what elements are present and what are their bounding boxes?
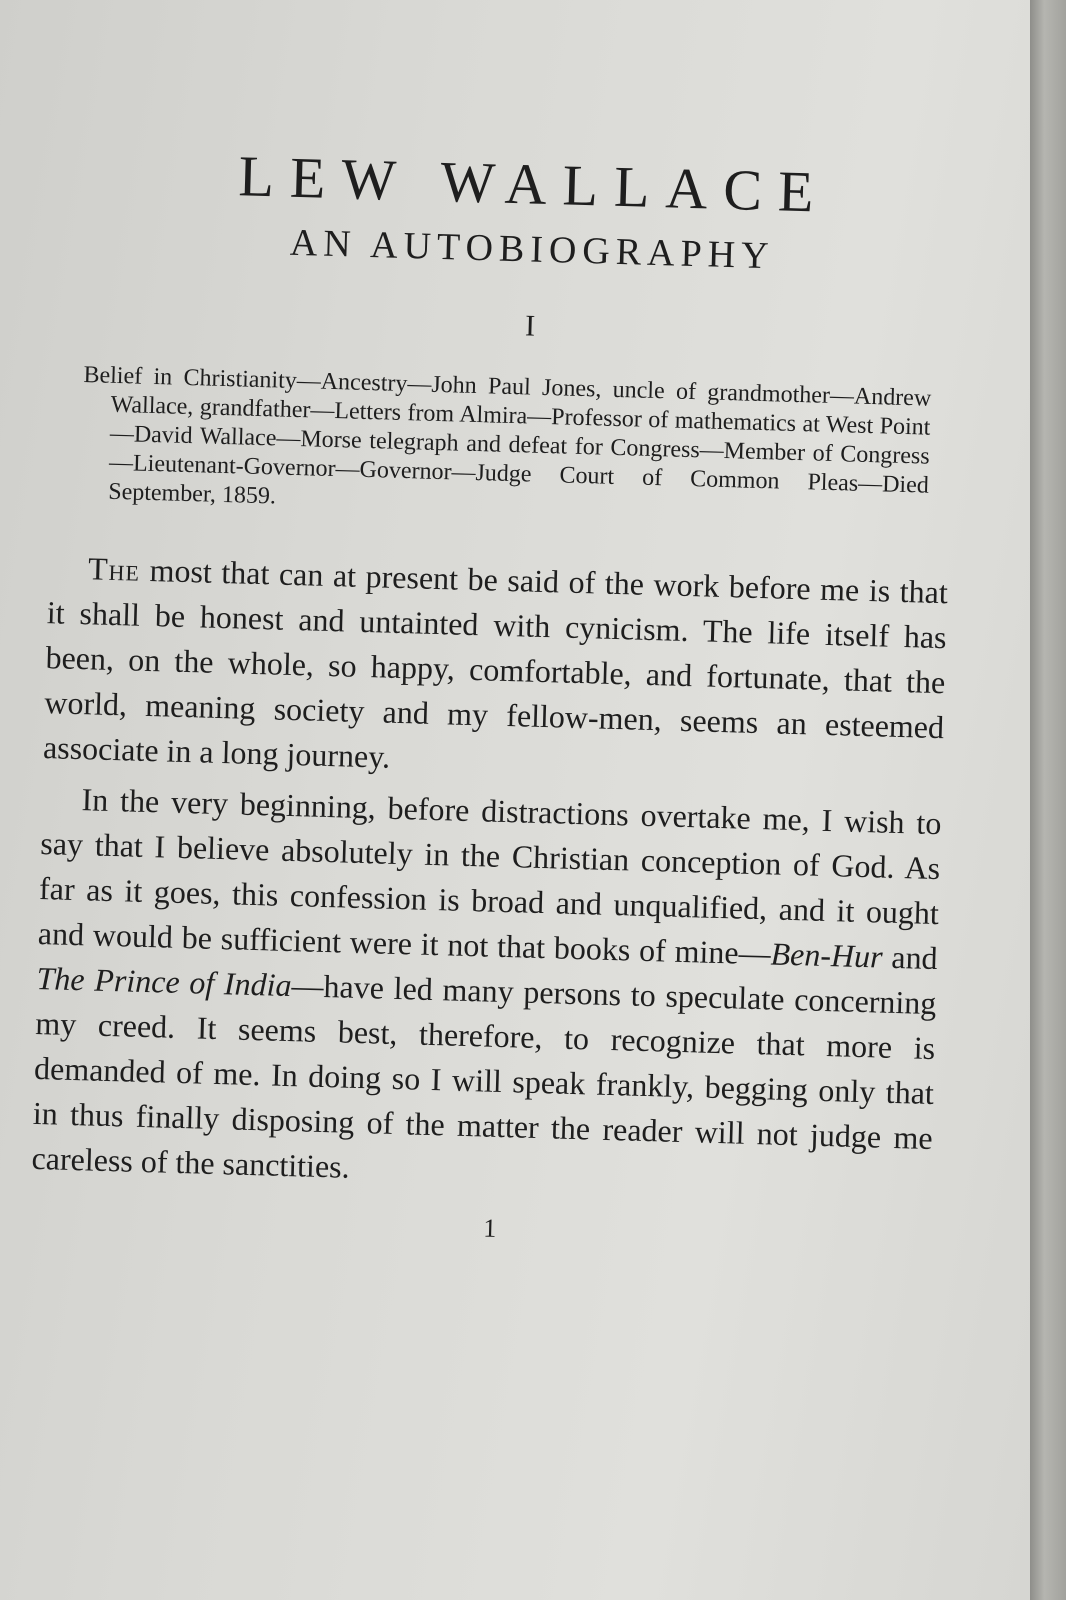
chapter-number: I bbox=[524, 309, 536, 343]
chapter-synopsis: Belief in Christianity—Ancestry—John Paul Jones, uncle of grandmother—Andrew Wallace, grandfather—Letters from Almira—Professor of mathematics at West Point—David Wallace—Morse telegraph and defeat for Congress—Member of Congress—Lieutenant-Governor—Governor—Judge Court of Common Pleas—Died September, 1859. bbox=[83, 362, 932, 510]
paragraph-2-part3: —have led many persons to speculate concerning my creed. It seems best, therefore, to recognize that more is demanded of me. In doing so I will speak frankly, begging only that in thus finally disposing of the matter the reader will not judge me careless of the sanctities. bbox=[31, 967, 937, 1185]
paragraph-1 bbox=[43, 545, 949, 795]
paragraph-1-lead: The bbox=[87, 550, 141, 588]
book-title-ben-hur: Ben-Hur bbox=[770, 935, 884, 975]
paragraph-2-part1: In the very beginning, before distractions overtake me, I wish to say that I believe absolutely in the Christian conception of God. As far as it goes, this confession is broad and unqualified, and it ought and would be sufficient were it not that books of mine— bbox=[37, 781, 942, 972]
adjacent-page-edge bbox=[1030, 0, 1066, 1600]
book-title: LEW WALLACE bbox=[237, 143, 831, 225]
paragraph-1-text: most that can at present be said of the work before me is that it shall be honest and untainted with cynicism. The life itself has been, on the whole, so happy, comfortable, and fortunate, that the world, meaning society and my fellow-men, seems an esteemed associate in a long journey. bbox=[42, 551, 949, 775]
book-subtitle: AN AUTOBIOGRAPHY bbox=[289, 221, 776, 278]
paragraph-2 bbox=[31, 776, 942, 1206]
book-title-prince-of-india: The Prince of India bbox=[36, 959, 293, 1004]
paragraph-2-part2: and bbox=[882, 938, 939, 977]
printed-text-block bbox=[30, 137, 970, 1256]
page-number: 1 bbox=[482, 1213, 497, 1243]
